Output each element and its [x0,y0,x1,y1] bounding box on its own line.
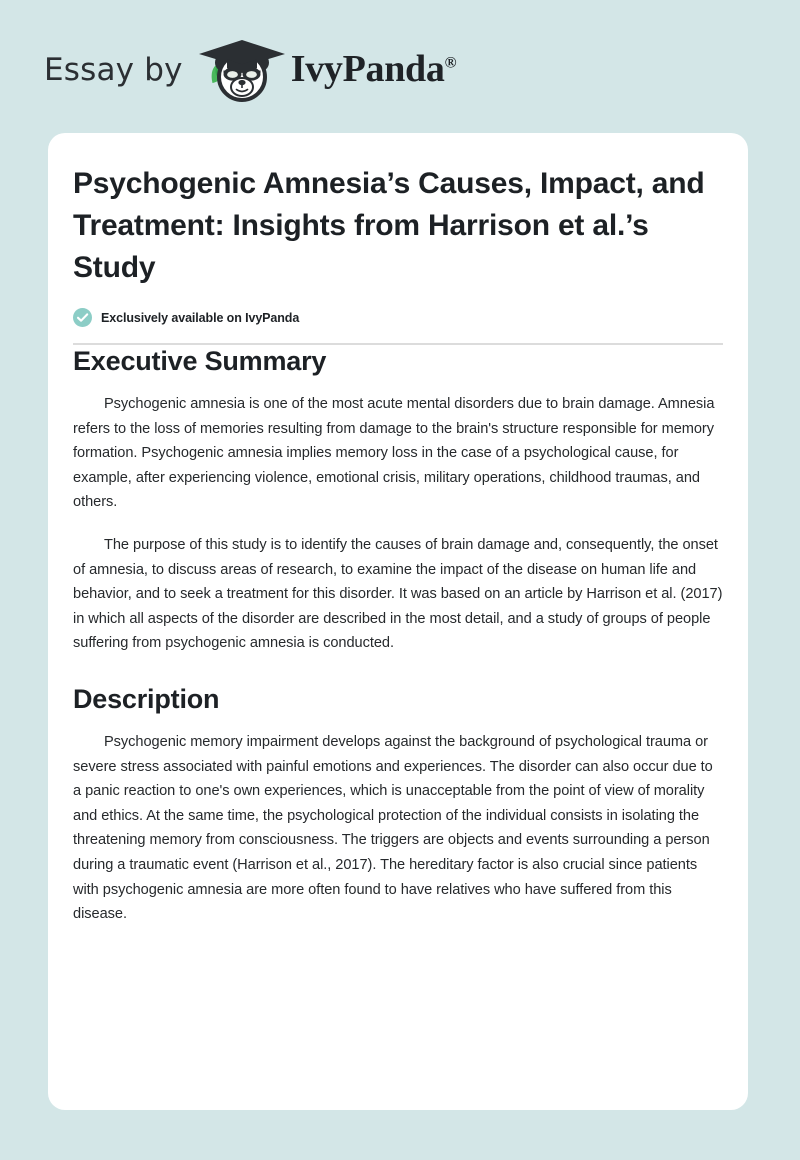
section-paragraph: The purpose of this study is to identify the causes of brain damage and, consequently, the onset of amnesia, to discuss areas of research, to examine the impact of the disease on human life and behavior, and to seek a treatment for this disorder. It was based on an article by Harrison et al. (2017) in which all aspects of the disorder are described in the most detail, and a study of groups of people suffering from psychogenic amnesia is conducted. [73,536,723,652]
page-title: Psychogenic Amnesia’s Causes, Impact, and Treatment: Insights from Harrison et al.’s Study [73,167,705,284]
site-header [44,36,456,106]
section-executive-summary [73,345,723,656]
exclusive-availability-label: Exclusively available on IvyPanda [101,310,300,325]
section-paragraph: Psychogenic memory impairment develops against the background of psychological trauma or severe stress associated with painful emotions and experiences. The disorder can also occur due to a panic reaction to one's own experiences, which is unacceptable from the point of view of morality and ethics. At the same time, the psychological protection of the individual consists in isolating the threatening memory from consciousness. The triggers are objects and events surrounding a person during a traumatic event (Harrison et al., 2017). The hereditary factor is also crucial since patients with psychogenic amnesia are more often found to have relatives who have suffered from this disease. [73,733,713,923]
brand-name-text: IvyPanda [290,48,445,90]
exclusive-availability-badge [73,308,723,327]
essay-by-label: Essay by [44,51,183,88]
document-card-inner [73,163,723,927]
ivypanda-panda-graduate-logo-icon [197,37,287,105]
check-circle-icon [73,308,92,327]
section-heading: Executive Summary [73,346,327,376]
section-heading: Description [73,683,220,714]
document-card [48,133,748,1110]
section-paragraph: Psychogenic amnesia is one of the most acute mental disorders due to brain damage. Amnesia refers to the loss of memories resulting from damage to the brain's structure responsible for memory formation. Psychogenic amnesia implies memory loss in the case of a psychological cause, for example, after experiencing violence, emotional crisis, military operations, childhood traumas, and others. [73,396,715,511]
brand-name [291,50,457,92]
registered-mark: ® [444,54,457,72]
section-description [73,683,723,927]
